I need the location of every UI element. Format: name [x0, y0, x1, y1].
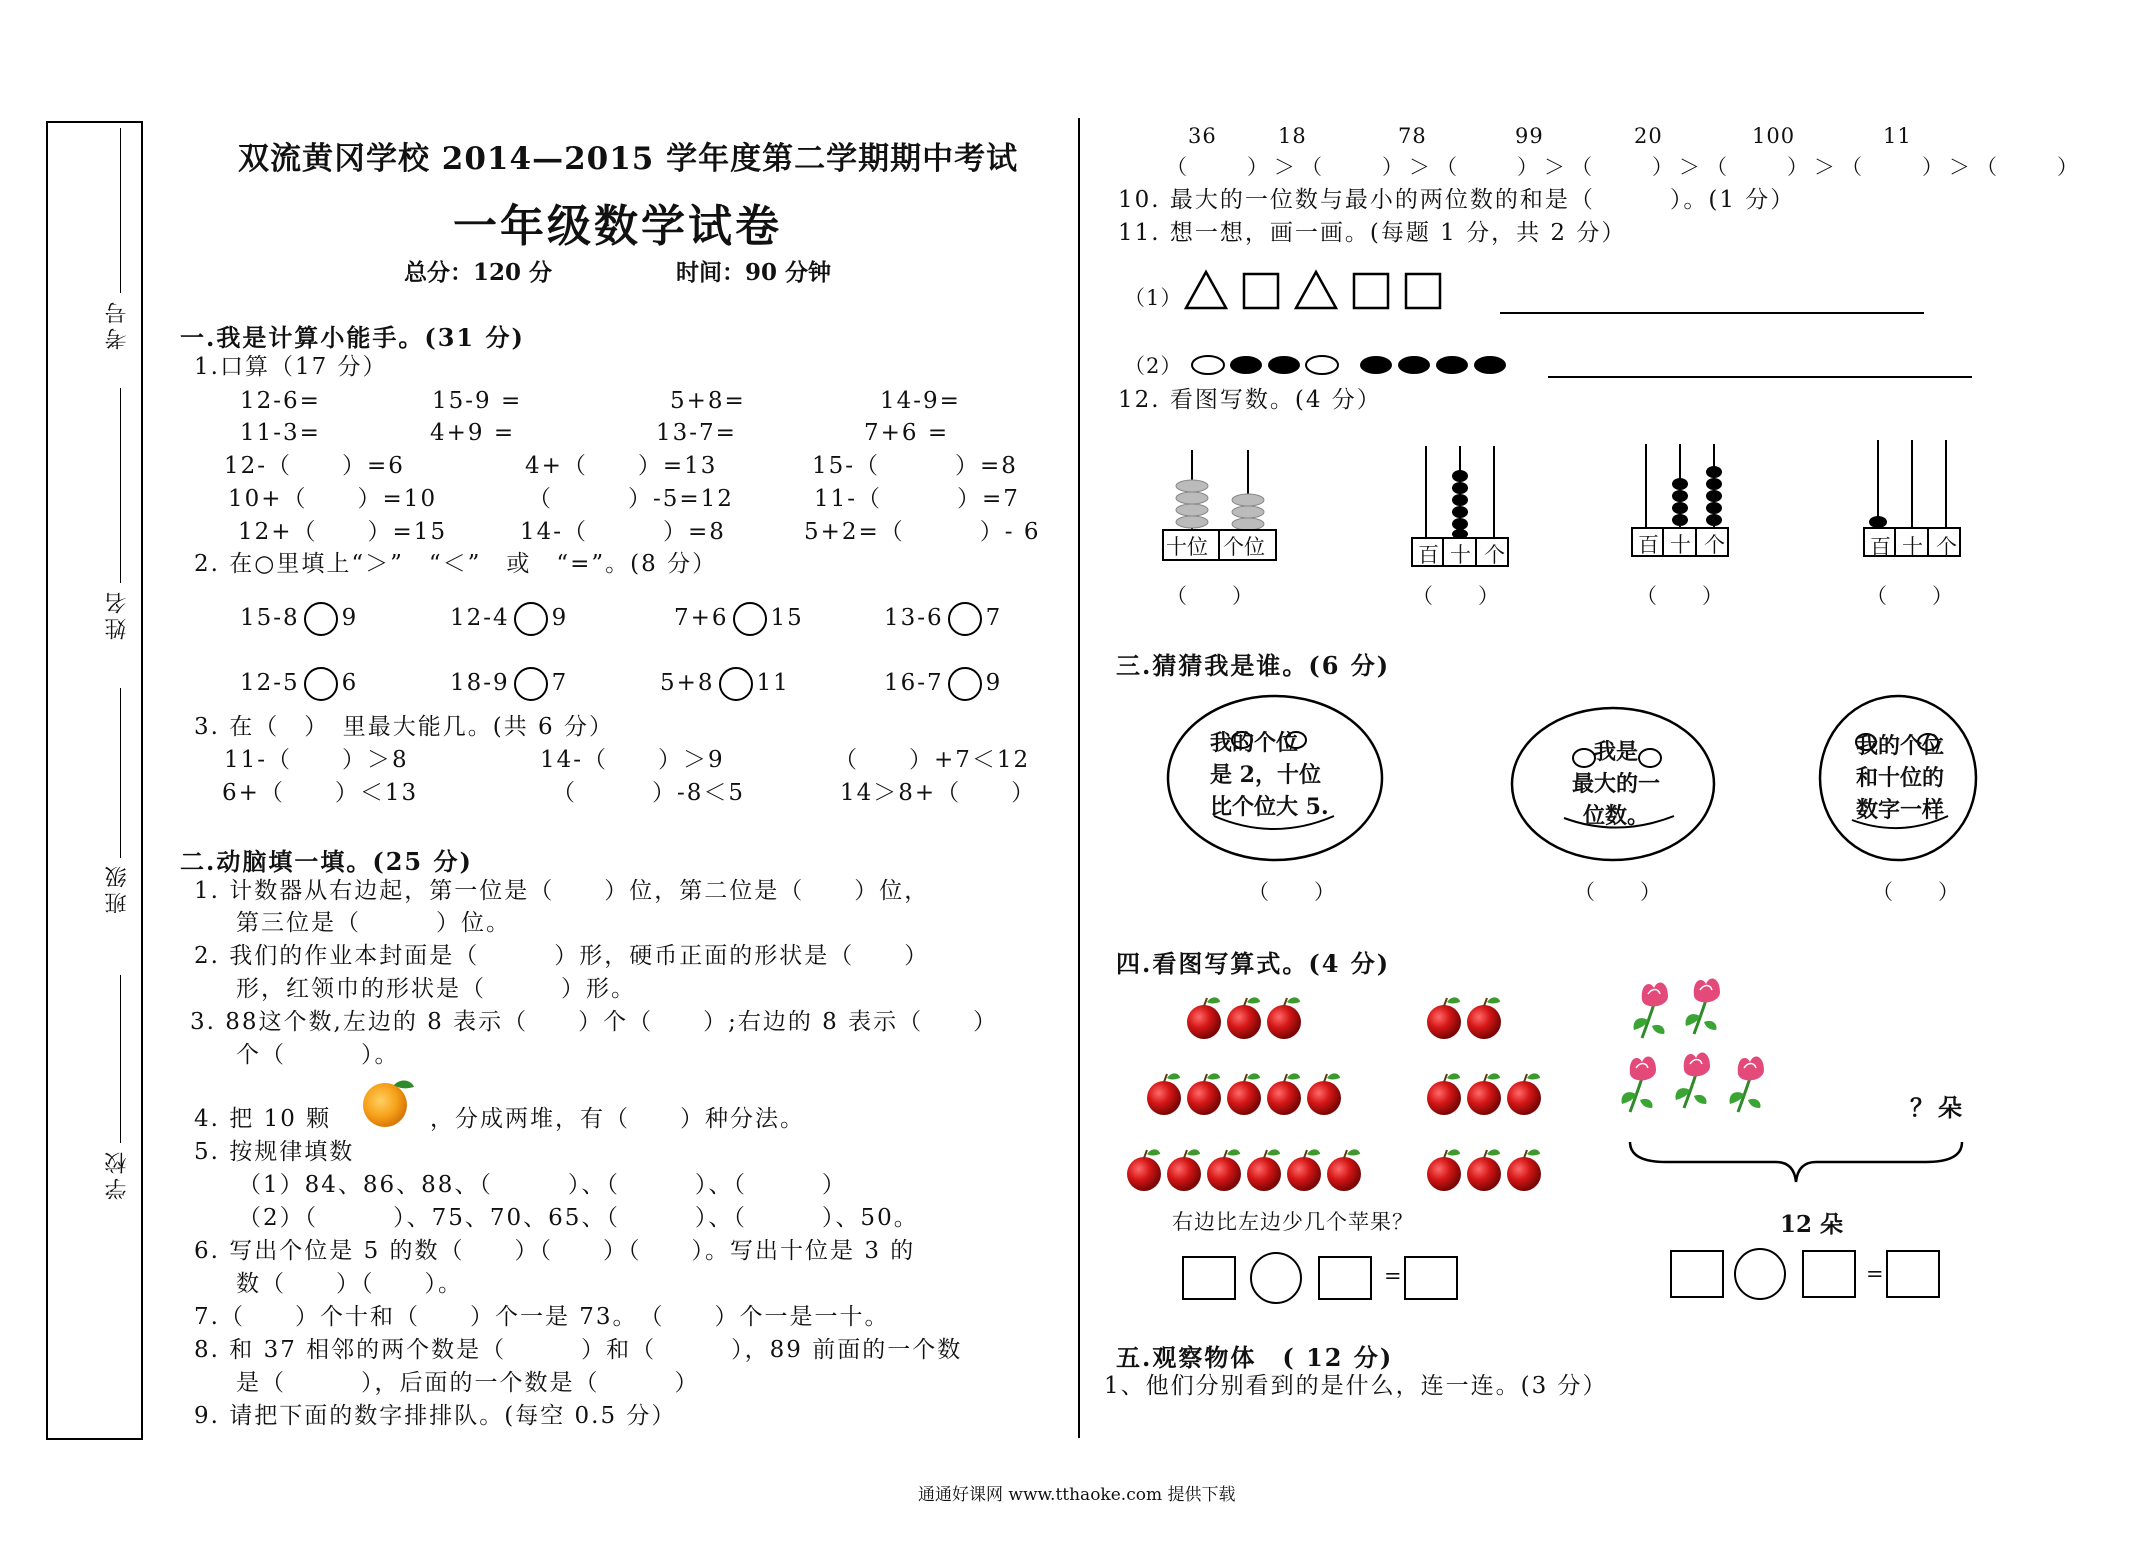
- compare-left: 12-5: [240, 670, 300, 696]
- compare-right: 9: [985, 670, 1003, 696]
- face2-line: 最大的一: [1571, 771, 1660, 797]
- s2-line6b: 数（ ）（ ）。: [236, 1271, 463, 1297]
- compare-left: 12-4: [450, 605, 510, 631]
- compare-circle[interactable]: [304, 602, 338, 636]
- compare-left: 13-6: [884, 605, 944, 631]
- abacus3-tens: 十: [1670, 533, 1691, 557]
- apple-eq-operator[interactable]: [1250, 1252, 1302, 1304]
- apples-picture: [1126, 994, 1566, 1194]
- expr: 5+2=（ ）- 6: [804, 519, 1041, 545]
- compare-right: 9: [551, 605, 569, 631]
- abacus1-ones: 个位: [1223, 535, 1265, 559]
- compare-left: 16-7: [884, 670, 944, 696]
- flowers-picture: [1614, 974, 1794, 1124]
- exam-no-line: [120, 128, 122, 293]
- compare-right: 7: [551, 670, 569, 696]
- q3-title: 3. 在（ ） 里最大能几。(共 6 分）: [194, 714, 614, 740]
- flower-eq-operator[interactable]: [1734, 1248, 1786, 1300]
- school-line: [120, 975, 122, 1143]
- section3-title: 三.猜猜我是谁。(6 分): [1116, 651, 1391, 680]
- pattern2-dots: [1190, 352, 1530, 378]
- class-line: [120, 688, 122, 858]
- face3-answer[interactable]: （ ）: [1872, 880, 1960, 904]
- abacus3-answer[interactable]: （ ）: [1636, 584, 1724, 608]
- compare-circle[interactable]: [948, 667, 982, 701]
- expr: 14-9=: [880, 388, 961, 414]
- name-label: 姓名: [105, 588, 130, 640]
- apple-eq-box1[interactable]: [1182, 1256, 1236, 1300]
- sort-number: 11: [1883, 124, 1912, 148]
- section4-title: 四.看图写算式。(4 分): [1116, 949, 1391, 978]
- school-label: 学校: [105, 1148, 130, 1200]
- class-label: 班级: [105, 862, 130, 914]
- face1-answer[interactable]: （ ）: [1248, 880, 1336, 904]
- s2-line4a: 4. 把 10 颗: [194, 1106, 332, 1132]
- max-expr: （ ）-8＜5: [552, 780, 746, 806]
- sort-number: 18: [1278, 124, 1307, 148]
- face1-line: 是 2，十位: [1210, 762, 1321, 788]
- flower-eq-result[interactable]: [1886, 1250, 1940, 1298]
- compare-right: 15: [770, 605, 804, 631]
- compare-left: 5+8: [660, 670, 715, 696]
- q1-title: 1.口算（17 分）: [194, 354, 388, 380]
- max-expr: （ ）+7＜12: [834, 747, 1031, 773]
- expr: 4+（ ）=13: [525, 453, 718, 479]
- expr: 15-9 =: [432, 388, 523, 414]
- s2-line1b: 第三位是（ ）位。: [236, 910, 511, 936]
- flowers-question: ？朵: [1910, 1093, 1966, 1122]
- max-expr: 11-（ ）＞8: [224, 747, 409, 773]
- s2-line7: 7.（ ）个十和（ ）个一是 73。 （ ）个一是一十。: [194, 1304, 890, 1330]
- expr: 12-6=: [240, 388, 321, 414]
- abacus2-hundreds: 百: [1418, 543, 1439, 567]
- school-line: 双流黄冈学校 2014—2015 学年度第二学期期中考试: [238, 141, 1019, 177]
- expr: 7+6 =: [864, 420, 950, 446]
- abacus3-ones: 个: [1704, 533, 1725, 557]
- sort-order-line[interactable]: （ ）＞（ ）＞（ ）＞（ ）＞（ ）＞（ ）＞（ ）: [1166, 155, 2084, 179]
- flower-eq-equals: =: [1866, 1262, 1885, 1286]
- q10: 10. 最大的一位数与最小的两位数的和是（ ）。(1 分）: [1118, 187, 1796, 213]
- column-divider: [1078, 118, 1080, 1438]
- compare-left: 15-8: [240, 605, 300, 631]
- s2-line2: 2. 我们的作业本封面是（ ）形，硬币正面的形状是（ ）: [194, 943, 930, 969]
- s2-line4b: ，分成两堆，有（ ）种分法。: [430, 1106, 805, 1132]
- face1-line: 我的个位: [1210, 730, 1299, 756]
- q12: 12. 看图写数。(4 分）: [1118, 387, 1382, 413]
- s2-line5: 5. 按规律填数: [194, 1139, 355, 1165]
- compare-right: 7: [985, 605, 1003, 631]
- abacus1-answer[interactable]: （ ）: [1166, 584, 1254, 608]
- s2-line2b: 形，红领巾的形状是（ ）形。: [236, 976, 636, 1002]
- sort-number: 20: [1634, 124, 1663, 148]
- face3-line: 我的个位: [1856, 733, 1945, 759]
- s2-line6: 6. 写出个位是 5 的数（ ）（ ）（ ）。写出十位是 3 的: [194, 1238, 916, 1264]
- compare-circle[interactable]: [719, 667, 753, 701]
- max-expr: 14-（ ）＞9: [540, 747, 725, 773]
- pattern2-answer-line[interactable]: [1548, 376, 1972, 378]
- section2-title: 二.动脑填一填。(25 分): [180, 847, 473, 876]
- face2-line: 位数。: [1582, 803, 1649, 829]
- face2-text: [1556, 736, 1676, 832]
- pattern2-label: （2）: [1124, 354, 1183, 378]
- sort-number: 100: [1752, 124, 1796, 148]
- expr: 12-（ ）=6: [224, 453, 405, 479]
- apple-eq-result[interactable]: [1404, 1256, 1458, 1300]
- compare-circle[interactable]: [514, 602, 548, 636]
- expr: 15-（ ）=8: [812, 453, 1018, 479]
- face1-text: [1210, 727, 1329, 823]
- max-expr: 14＞8+（ ）: [840, 780, 1037, 806]
- face3-line: 数字一样: [1856, 797, 1945, 823]
- expr: 10+（ ）=10: [228, 486, 438, 512]
- brace-icon: [1626, 1138, 1966, 1188]
- expr: 11-3=: [240, 420, 321, 446]
- sort-number: 78: [1398, 124, 1427, 148]
- compare-circle[interactable]: [304, 667, 338, 701]
- exam-no-label: 考号: [105, 298, 130, 350]
- flower-eq-box2[interactable]: [1802, 1250, 1856, 1298]
- s2-line8: 8. 和 37 相邻的两个数是（ ）和（ ），89 前面的一个数: [194, 1337, 963, 1363]
- q2-title: 2. 在○里填上“＞” “＜” 或 “=”。(8 分）: [194, 551, 718, 577]
- s2-line9: 9. 请把下面的数字排排队。(每空 0.5 分）: [194, 1403, 677, 1429]
- flowers-total: 12 朵: [1780, 1211, 1844, 1238]
- q11: 11. 想一想，画一画。(每题 1 分，共 2 分）: [1118, 220, 1627, 246]
- compare-circle[interactable]: [733, 602, 767, 636]
- max-expr: 6+（ ）＜13: [222, 780, 419, 806]
- total-score: 总分：120 分: [404, 259, 553, 286]
- s2-line5b: （2）（ ）、75、70、65、（ ）、（ ）、50。: [238, 1205, 919, 1231]
- s2-line1: 1. 计数器从右边起，第一位是（ ）位，第二位是（ ）位，: [194, 878, 930, 904]
- abacus4-tens: 十: [1902, 535, 1923, 559]
- footer-text: 通通好课网 www.tthaoke.com 提供下载: [918, 1485, 1236, 1505]
- s5-line1: 1、他们分别看到的是什么，连一连。(3 分）: [1104, 1373, 1608, 1399]
- face1-line: 比个位大 5.: [1210, 794, 1329, 820]
- flower-eq-box1[interactable]: [1670, 1250, 1724, 1298]
- section5-title: 五.观察物体 ( 12 分): [1116, 1343, 1394, 1372]
- pattern1-shapes: [1182, 268, 1442, 312]
- face2-answer[interactable]: （ ）: [1574, 880, 1662, 904]
- page-title: 一年级数学试卷: [453, 201, 782, 252]
- compare-right: 9: [341, 605, 359, 631]
- abacus4-answer[interactable]: （ ）: [1866, 584, 1954, 608]
- apples-question: 右边比左边少几个苹果？: [1172, 1210, 1414, 1234]
- compare-left: 7+6: [674, 605, 729, 631]
- expr: 11-（ ）=7: [814, 486, 1020, 512]
- abacus2-tens: 十: [1450, 543, 1471, 567]
- sort-number: 36: [1188, 124, 1217, 148]
- expr: 5+8=: [670, 388, 746, 414]
- exam-time: 时间：90 分钟: [676, 259, 832, 286]
- expr: 13-7=: [656, 420, 737, 446]
- abacus2-answer[interactable]: （ ）: [1412, 584, 1500, 608]
- expr: 4+9 =: [430, 420, 516, 446]
- compare-circle[interactable]: [514, 667, 548, 701]
- compare-right: 6: [341, 670, 359, 696]
- pattern1-answer-line[interactable]: [1500, 312, 1924, 314]
- abacus4-hundreds: 百: [1870, 535, 1891, 559]
- abacus3-hundreds: 百: [1638, 533, 1659, 557]
- abacus4-ones: 个: [1936, 535, 1957, 559]
- face2-line: 我是: [1593, 739, 1638, 765]
- expr: （ ）-5=12: [528, 486, 734, 512]
- compare-circle[interactable]: [948, 602, 982, 636]
- name-line: [120, 388, 122, 583]
- section1-title: 一.我是计算小能手。(31 分): [180, 323, 525, 352]
- apple-eq-box2[interactable]: [1318, 1256, 1372, 1300]
- s2-line3: 3. 88这个数,左边的 8 表示（ ）个（ ）;右边的 8 表示（ ）: [190, 1009, 999, 1035]
- expr: 14-（ ）=8: [520, 519, 726, 545]
- sort-number: 99: [1515, 124, 1544, 148]
- s2-line3b: 个（ ）。: [236, 1042, 400, 1068]
- orange-icon: [358, 1073, 416, 1131]
- abacus2-ones: 个: [1484, 543, 1505, 567]
- s2-line5a: （1）84、86、88、（ ）、（ ）、（ ）: [238, 1172, 847, 1198]
- s2-line8b: 是（ ），后面的一个数是（ ）: [236, 1370, 700, 1396]
- compare-right: 11: [756, 670, 790, 696]
- face3-line: 和十位的: [1856, 765, 1945, 791]
- compare-left: 18-9: [450, 670, 510, 696]
- abacus1-tens: 十位: [1166, 535, 1208, 559]
- apple-eq-equals: =: [1384, 1264, 1403, 1288]
- expr: 12+（ ）=15: [238, 519, 448, 545]
- face3-text: [1856, 730, 1944, 826]
- pattern1-label: （1）: [1124, 286, 1183, 310]
